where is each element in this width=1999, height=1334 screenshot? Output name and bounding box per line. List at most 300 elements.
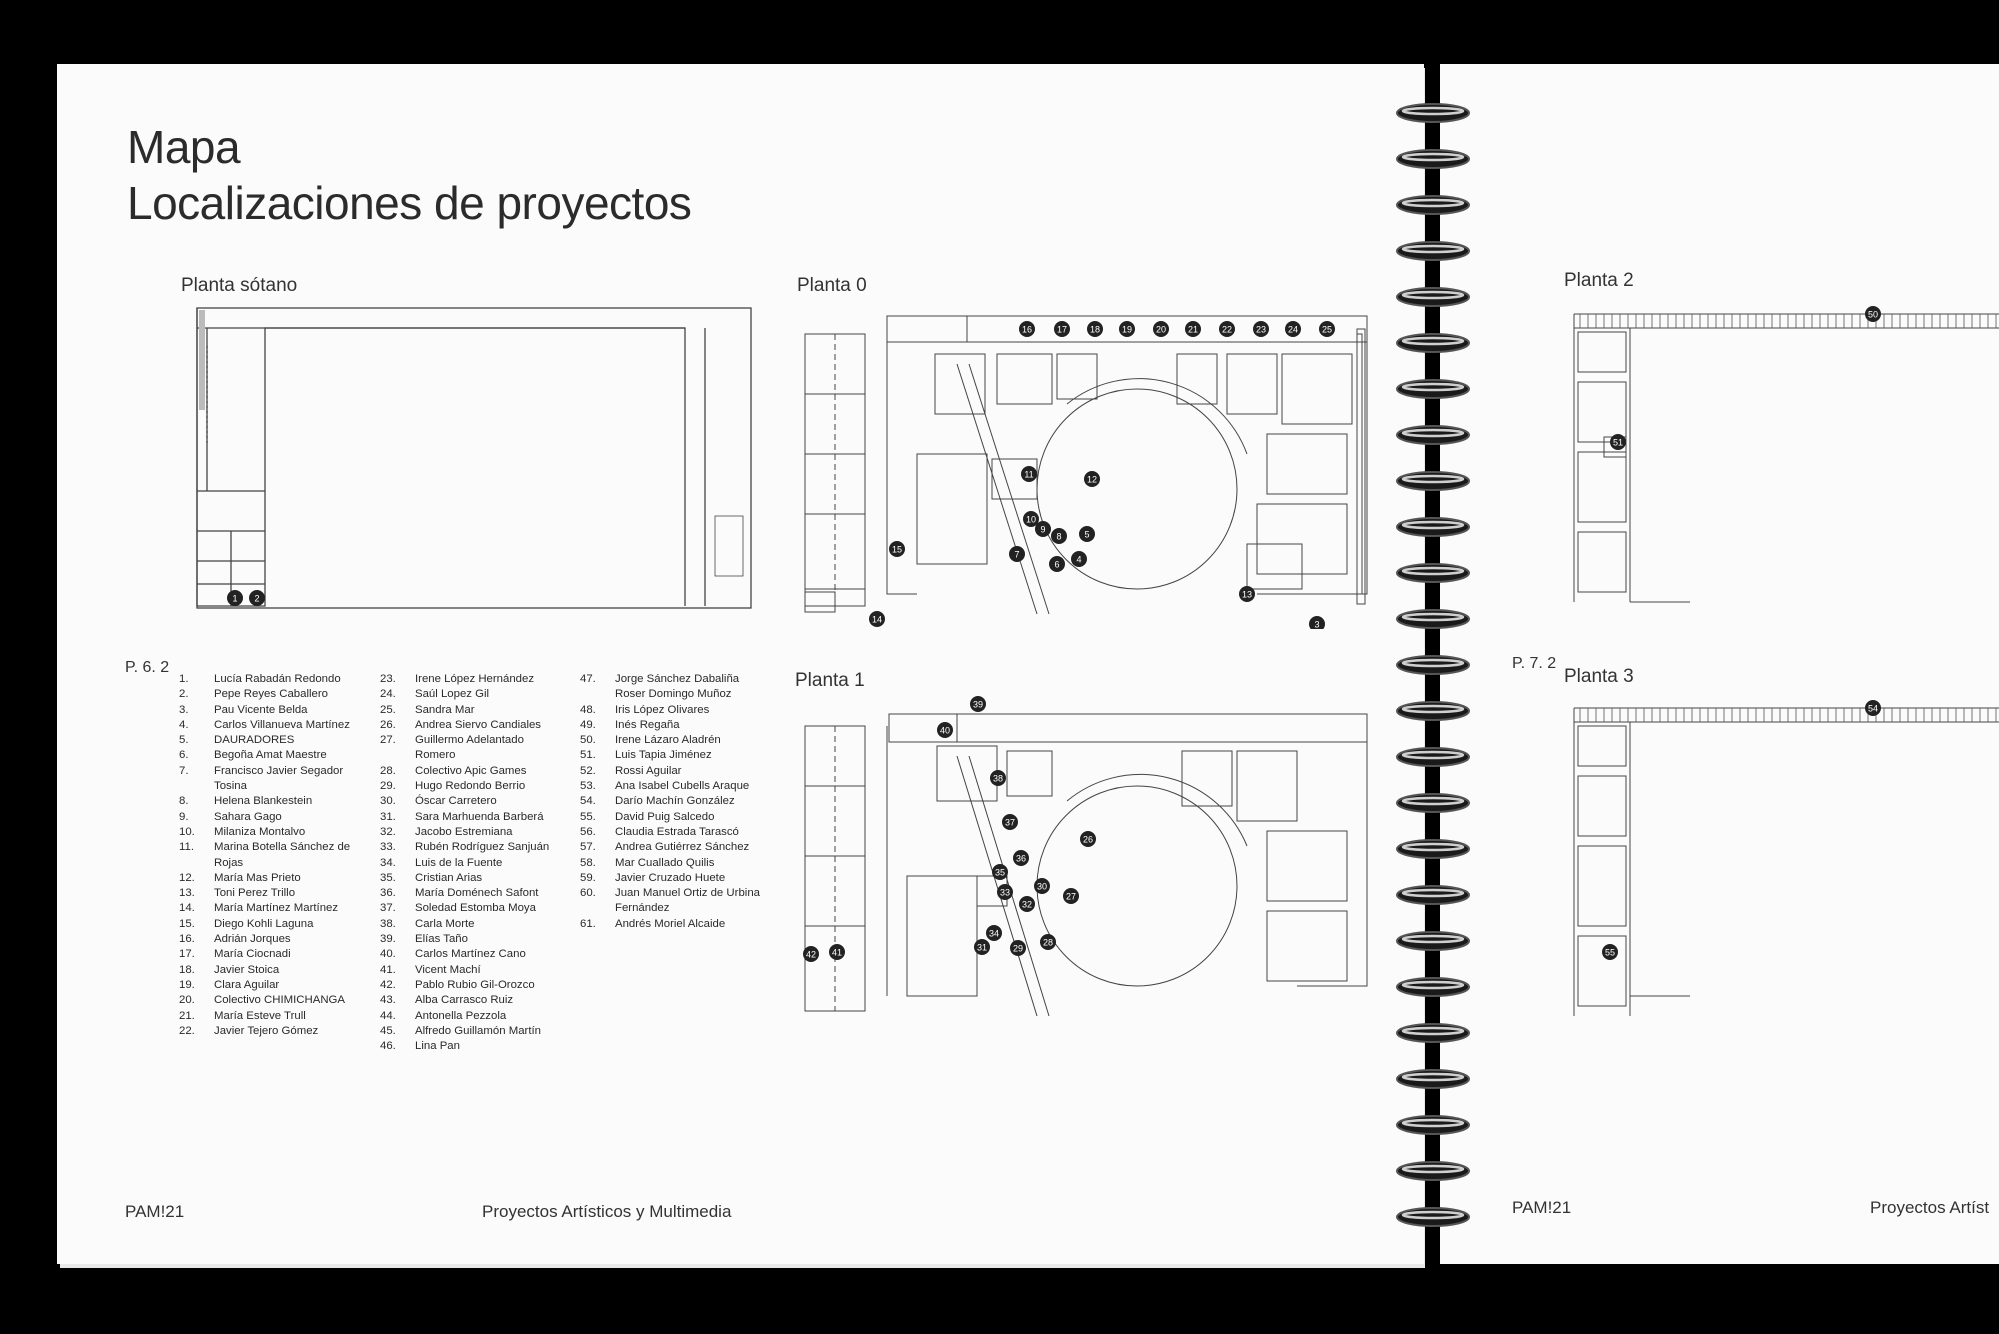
- list-item-number: 58.: [580, 856, 596, 869]
- list-item-number: 40.: [380, 948, 396, 961]
- location-marker-label: 36: [1015, 853, 1027, 864]
- list-item-name: Inés Regaña: [615, 718, 680, 731]
- location-marker-label: 35: [994, 867, 1006, 878]
- list-item: [179, 871, 364, 886]
- location-marker-label: 7: [1014, 549, 1020, 560]
- spiral-ring: [1397, 426, 1469, 444]
- location-marker-1: [227, 590, 243, 606]
- location-marker-label: 15: [891, 544, 903, 555]
- location-marker-label: 31: [976, 942, 988, 953]
- list-item: [179, 825, 364, 840]
- label-planta-1: Planta 1: [795, 670, 865, 691]
- list-item-name: Antonella Pezzola: [415, 1009, 507, 1022]
- list-item-number: 19.: [179, 978, 195, 991]
- location-marker-label: 26: [1082, 834, 1094, 845]
- left-page: [57, 64, 1424, 1264]
- list-item-number: 44.: [380, 1009, 396, 1022]
- list-item: [580, 810, 765, 825]
- list-item-name: Luis Tapia Jiménez: [615, 749, 712, 762]
- list-item-name: Cristian Arias: [415, 871, 483, 884]
- floor-3-plan: [1570, 696, 1999, 1026]
- location-marker-label: 54: [1867, 703, 1879, 714]
- list-item: [179, 1024, 364, 1039]
- list-item-number: 26.: [380, 718, 396, 731]
- location-marker-5: [1079, 526, 1095, 542]
- list-item-name: Pau Vicente Belda: [214, 703, 308, 716]
- location-marker-label: 34: [988, 928, 1000, 939]
- floor-2-plan: [1570, 302, 1999, 612]
- list-item-name: Rossi Aguilar: [615, 764, 682, 777]
- location-marker-label: 32: [1021, 899, 1033, 910]
- location-marker-label: 38: [992, 773, 1004, 784]
- location-marker-label: 30: [1036, 881, 1048, 892]
- list-item-name: Luis de la Fuente: [415, 856, 503, 869]
- list-item-name: Óscar Carretero: [415, 795, 497, 808]
- location-marker-label: 33: [999, 887, 1011, 898]
- location-marker-label: 19: [1121, 324, 1133, 335]
- list-item: [580, 764, 765, 779]
- list-item: [380, 672, 565, 687]
- location-marker-40: [937, 722, 953, 738]
- list-item-name: Alba Carrasco Ruiz: [415, 994, 514, 1007]
- list-item: [380, 810, 565, 825]
- list-item-number: 15.: [179, 917, 195, 930]
- list-item: [580, 871, 765, 886]
- location-marker-41: [829, 944, 845, 960]
- location-marker-25: [1319, 321, 1335, 337]
- list-item-name: Lina Pan: [415, 1040, 460, 1053]
- list-item-name: Carlos Martínez Cano: [415, 948, 526, 961]
- location-marker-34: [986, 925, 1002, 941]
- location-marker-label: 51: [1612, 437, 1624, 448]
- location-marker-label: 4: [1076, 554, 1082, 565]
- list-item: [380, 1009, 565, 1024]
- list-item: [380, 856, 565, 871]
- list-item: [179, 947, 364, 962]
- location-marker-9: [1035, 521, 1051, 537]
- location-marker-2: [249, 590, 265, 606]
- list-item-number: 60.: [580, 887, 596, 900]
- list-item-number: 2.: [179, 688, 189, 701]
- list-item-number: 39.: [380, 933, 396, 946]
- list-item-number: 23.: [380, 673, 396, 685]
- location-marker-label: 29: [1012, 943, 1024, 954]
- list-item-number: 48.: [580, 703, 596, 716]
- location-marker-16: [1019, 321, 1035, 337]
- location-marker-23: [1253, 321, 1269, 337]
- list-item-number: 27.: [380, 734, 396, 747]
- list-item-name: María Mas Prieto: [214, 871, 301, 884]
- list-item-number: 25.: [380, 703, 396, 716]
- list-item-number: 28.: [380, 764, 396, 777]
- list-item-name: Guillermo Adelantado Romero: [415, 734, 524, 762]
- location-marker-22: [1219, 321, 1235, 337]
- list-item-number: 38.: [380, 917, 396, 930]
- list-item-number: 8.: [179, 795, 189, 808]
- list-item-name: Begoña Amat Maestre: [214, 749, 327, 762]
- location-marker-label: 20: [1155, 324, 1167, 335]
- spiral-ring: [1397, 380, 1469, 398]
- list-item: [179, 917, 364, 932]
- location-marker-label: 1: [232, 593, 238, 604]
- list-item-number: 17.: [179, 948, 195, 961]
- list-item-name: Sara Marhuenda Barberá: [415, 810, 544, 823]
- list-item-number: 29.: [380, 780, 396, 793]
- location-marker-36: [1013, 850, 1029, 866]
- label-planta-3: Planta 3: [1564, 666, 1634, 687]
- location-marker-label: 37: [1004, 817, 1016, 828]
- list-item: [179, 840, 364, 871]
- list-item-name: Colectivo CHIMICHANGA: [214, 994, 346, 1007]
- list-item-number: 36.: [380, 887, 396, 900]
- list-item: [580, 917, 765, 932]
- footer-brand-right: PAM!21: [1512, 1198, 1572, 1217]
- list-item-number: 54.: [580, 795, 596, 808]
- list-item-name: Andrea Gutiérrez Sánchez: [615, 841, 750, 854]
- list-item: [179, 1009, 364, 1024]
- list-item: [580, 672, 765, 703]
- list-item-number: 3.: [179, 703, 189, 716]
- list-item: [580, 779, 765, 794]
- list-item-name: Colectivo Apic Games: [415, 764, 527, 777]
- list-item-number: 24.: [380, 688, 396, 701]
- location-marker-label: 3: [1314, 619, 1320, 629]
- list-item: [580, 733, 765, 748]
- location-marker-18: [1087, 321, 1103, 337]
- location-marker-label: 18: [1089, 324, 1101, 335]
- spiral-ring: [1397, 1070, 1469, 1088]
- list-item-number: 56.: [580, 825, 596, 838]
- list-item: [380, 947, 565, 962]
- list-item: [179, 963, 364, 978]
- list-item-number: 41.: [380, 963, 396, 976]
- right-page: [1440, 64, 1999, 1264]
- list-item-number: 33.: [380, 841, 396, 854]
- list-item: [179, 993, 364, 1008]
- list-item-name: María Esteve Trull: [214, 1009, 306, 1022]
- location-marker-42: [803, 946, 819, 962]
- location-marker-26: [1080, 831, 1096, 847]
- list-item-name: Marina Botella Sánchez de Rojas: [214, 841, 351, 869]
- list-item-name: Soledad Estomba Moya: [415, 902, 536, 915]
- list-item-name: Sahara Gago: [214, 810, 282, 823]
- location-marker-label: 28: [1042, 937, 1054, 948]
- list-item-number: 55.: [580, 810, 596, 823]
- list-item-name: Andrea Siervo Candiales: [415, 718, 542, 731]
- location-marker-24: [1285, 321, 1301, 337]
- location-marker-12: [1084, 471, 1100, 487]
- location-marker-label: 41: [831, 947, 843, 958]
- list-item-number: 53.: [580, 780, 596, 793]
- list-item-name: Irene López Hernández: [415, 673, 535, 685]
- project-list-column-2: [380, 672, 565, 1054]
- label-planta-0: Planta 0: [797, 275, 867, 296]
- location-marker-17: [1054, 321, 1070, 337]
- location-marker-label: 39: [972, 699, 984, 710]
- floor-0-plan: [797, 304, 1387, 629]
- spiral-ring: [1397, 794, 1469, 812]
- list-item-name: María Ciocnadi: [214, 948, 291, 961]
- list-item: [179, 733, 364, 748]
- list-item-number: 35.: [380, 871, 396, 884]
- location-marker-28: [1040, 934, 1056, 950]
- list-item-name: Lucía Rabadán Redondo: [214, 673, 341, 685]
- list-item-number: 10.: [179, 825, 195, 838]
- list-item-name: Darío Machín González: [615, 795, 735, 808]
- list-item-number: 6.: [179, 749, 189, 762]
- list-item-number: 11.: [179, 841, 194, 854]
- location-marker-label: 8: [1056, 531, 1062, 542]
- location-marker-21: [1185, 321, 1201, 337]
- list-item-name: Adrián Jorques: [214, 933, 291, 946]
- list-item-name: Jorge Sánchez Dabaliña Roser Domingo Muñoz: [615, 673, 740, 701]
- list-item-number: 57.: [580, 841, 596, 854]
- location-marker-label: 27: [1065, 891, 1077, 902]
- list-item-name: Iris López Olivares: [615, 703, 710, 716]
- list-item-number: 32.: [380, 825, 396, 838]
- list-item-number: 43.: [380, 994, 396, 1007]
- list-item-number: 5.: [179, 734, 189, 747]
- list-item: [380, 733, 565, 764]
- basement-floor-plan: [187, 306, 812, 616]
- spiral-ring: [1397, 1208, 1469, 1226]
- footer-title-left: Proyectos Artísticos y Multimedia: [482, 1202, 732, 1221]
- list-item: [179, 794, 364, 809]
- list-item-name: Javier Tejero Gómez: [214, 1024, 319, 1037]
- spiral-ring: [1397, 886, 1469, 904]
- location-marker-label: 40: [939, 725, 951, 736]
- list-item-name: Carla Morte: [415, 917, 475, 930]
- list-item-name: DAURADORES: [214, 734, 295, 747]
- list-item: [380, 1024, 565, 1039]
- list-item: [580, 748, 765, 763]
- list-item-name: Jacobo Estremiana: [415, 825, 513, 838]
- location-marker-label: 50: [1867, 309, 1879, 320]
- list-item-number: 42.: [380, 978, 396, 991]
- list-item-name: Claudia Estrada Tarascó: [615, 825, 739, 838]
- location-marker-35: [992, 864, 1008, 880]
- location-marker-label: 11: [1024, 469, 1034, 480]
- list-item: [179, 703, 364, 718]
- list-item-number: 1.: [179, 673, 189, 685]
- list-item-number: 61.: [580, 917, 596, 930]
- list-item-name: Irene Lázaro Aladrén: [615, 734, 721, 747]
- list-item: [179, 672, 364, 687]
- location-marker-14: [869, 611, 885, 627]
- list-item-name: Hugo Redondo Berrio: [415, 780, 526, 793]
- list-item: [380, 1039, 565, 1054]
- list-item: [580, 886, 765, 917]
- location-marker-4: [1071, 551, 1087, 567]
- list-item: [380, 779, 565, 794]
- list-item: [380, 687, 565, 702]
- location-marker-19: [1119, 321, 1135, 337]
- list-item-name: Alfredo Guillamón Martín: [415, 1024, 541, 1037]
- location-marker-label: 55: [1604, 947, 1616, 958]
- spiral-ring: [1397, 472, 1469, 490]
- spiral-ring: [1397, 932, 1469, 950]
- list-item-number: 21.: [179, 1009, 195, 1022]
- list-item: [580, 703, 765, 718]
- list-item: [580, 718, 765, 733]
- location-marker-label: 13: [1241, 589, 1253, 600]
- location-marker-label: 24: [1287, 324, 1299, 335]
- list-item-name: María Doménech Safont: [415, 887, 539, 900]
- list-item-name: Helena Blankestein: [214, 795, 313, 808]
- location-marker-20: [1153, 321, 1169, 337]
- list-item-number: 52.: [580, 764, 596, 777]
- label-planta-2: Planta 2: [1564, 270, 1634, 291]
- list-item: [380, 917, 565, 932]
- list-item-name: Toni Perez Trillo: [214, 887, 296, 900]
- list-item-number: 49.: [580, 718, 596, 731]
- list-item-number: 9.: [179, 810, 189, 823]
- spiral-ring: [1397, 978, 1469, 996]
- list-item-name: Andrés Moriel Alcaide: [615, 917, 726, 930]
- list-item-number: 22.: [179, 1024, 195, 1037]
- spiral-ring: [1397, 1024, 1469, 1042]
- spiral-ring: [1397, 196, 1469, 214]
- list-item-name: Diego Kohli Laguna: [214, 917, 314, 930]
- location-marker-label: 10: [1025, 514, 1037, 525]
- list-item-name: Vicent Machí: [415, 963, 481, 976]
- location-marker-37: [1002, 814, 1018, 830]
- location-marker-label: 12: [1086, 474, 1098, 485]
- spiral-ring: [1397, 288, 1469, 306]
- location-marker-label: 5: [1084, 529, 1090, 540]
- list-item-name: Rubén Rodríguez Sanjuán: [415, 841, 550, 854]
- list-item: [179, 978, 364, 993]
- spiral-ring: [1397, 518, 1469, 536]
- spiral-ring: [1397, 150, 1469, 168]
- list-item-number: 4.: [179, 718, 189, 731]
- location-marker-3: [1309, 616, 1325, 629]
- location-marker-39: [970, 696, 986, 712]
- list-item: [179, 748, 364, 763]
- list-item: [380, 703, 565, 718]
- project-list-column-3: [580, 672, 765, 932]
- spiral-ring: [1397, 748, 1469, 766]
- footer-title-right: Proyectos Artíst: [1870, 1198, 1990, 1217]
- list-item: [580, 825, 765, 840]
- location-marker-15: [889, 541, 905, 557]
- list-item: [380, 825, 565, 840]
- list-item: [380, 794, 565, 809]
- location-marker-50: [1865, 306, 1881, 322]
- list-item-name: Juan Manuel Ortiz de Urbina Fernández: [615, 887, 760, 915]
- list-item-name: Javier Cruzado Huete: [615, 871, 726, 884]
- list-item-name: Francisco Javier Segador Tosina: [214, 764, 344, 793]
- footer-brand-left: PAM!21: [125, 1202, 185, 1221]
- list-item-number: 16.: [179, 933, 195, 946]
- list-item: [380, 886, 565, 901]
- list-item: [580, 856, 765, 871]
- list-item-name: Pablo Rubio Gil-Orozco: [415, 978, 535, 991]
- page-reference-right: P. 7. 2: [1512, 655, 1557, 672]
- list-item: [179, 687, 364, 702]
- spiral-ring: [1397, 242, 1469, 260]
- list-item-name: Carlos Villanueva Martínez: [214, 718, 350, 731]
- list-item: [380, 963, 565, 978]
- list-item: [179, 810, 364, 825]
- location-marker-29: [1010, 940, 1026, 956]
- location-marker-label: 9: [1040, 524, 1046, 535]
- spiral-ring: [1397, 1162, 1469, 1180]
- list-item-name: María Martínez Martínez: [214, 902, 339, 915]
- list-item-name: Javier Stoica: [214, 963, 280, 976]
- list-item-number: 31.: [380, 810, 396, 823]
- spiral-ring: [1397, 564, 1469, 582]
- location-marker-54: [1865, 700, 1881, 716]
- list-item-number: 12.: [179, 871, 195, 884]
- list-item-number: 46.: [380, 1040, 396, 1053]
- spiral-ring: [1397, 334, 1469, 352]
- location-marker-label: 22: [1221, 324, 1233, 335]
- location-marker-51: [1610, 434, 1626, 450]
- location-marker-31: [974, 939, 990, 955]
- list-item-number: 20.: [179, 994, 195, 1007]
- list-item-name: Saúl Lopez Gil: [415, 688, 490, 701]
- list-item: [380, 978, 565, 993]
- location-marker-label: 23: [1255, 324, 1267, 335]
- list-item: [179, 901, 364, 916]
- location-marker-6: [1049, 556, 1065, 572]
- list-item-number: 59.: [580, 871, 596, 884]
- list-item: [580, 840, 765, 855]
- page-reference-left: P. 6. 2: [125, 659, 170, 676]
- location-marker-33: [997, 884, 1013, 900]
- list-item-number: 45.: [380, 1024, 396, 1037]
- list-item: [580, 794, 765, 809]
- list-item-number: 13.: [179, 887, 195, 900]
- list-item: [380, 993, 565, 1008]
- list-item: [179, 718, 364, 733]
- list-item-number: 47.: [580, 673, 596, 685]
- spiral-ring: [1397, 702, 1469, 720]
- location-marker-7: [1009, 546, 1025, 562]
- location-marker-label: 16: [1021, 324, 1033, 335]
- spiral-binding: [1393, 95, 1473, 1245]
- list-item: [380, 932, 565, 947]
- floor-1-plan: [797, 696, 1387, 1036]
- label-planta-sotano: Planta sótano: [181, 275, 298, 296]
- list-item: [380, 840, 565, 855]
- list-item-number: 37.: [380, 902, 396, 915]
- list-item-number: 51.: [580, 749, 596, 762]
- page-title-mapa: Mapa: [127, 121, 241, 173]
- location-marker-label: 42: [805, 949, 817, 960]
- list-item: [179, 886, 364, 901]
- spiral-ring: [1397, 840, 1469, 858]
- list-item-name: Mar Cuallado Quilis: [615, 856, 715, 869]
- location-marker-label: 6: [1054, 559, 1060, 570]
- list-item: [380, 764, 565, 779]
- location-marker-30: [1034, 878, 1050, 894]
- list-item: [179, 764, 364, 795]
- page-title-localizaciones: Localizaciones de proyectos: [127, 177, 692, 229]
- location-marker-label: 2: [254, 593, 260, 604]
- list-item-number: 30.: [380, 795, 396, 808]
- spiral-ring: [1397, 104, 1469, 122]
- project-list-column-1: [179, 672, 364, 1039]
- list-item-number: 34.: [380, 856, 396, 869]
- list-item-name: Sandra Mar: [415, 703, 475, 716]
- list-item-name: Clara Aguilar: [214, 978, 280, 991]
- spiral-ring: [1397, 610, 1469, 628]
- location-marker-8: [1051, 528, 1067, 544]
- list-item-name: Milaniza Montalvo: [214, 825, 306, 838]
- list-item-name: David Puig Salcedo: [615, 810, 715, 823]
